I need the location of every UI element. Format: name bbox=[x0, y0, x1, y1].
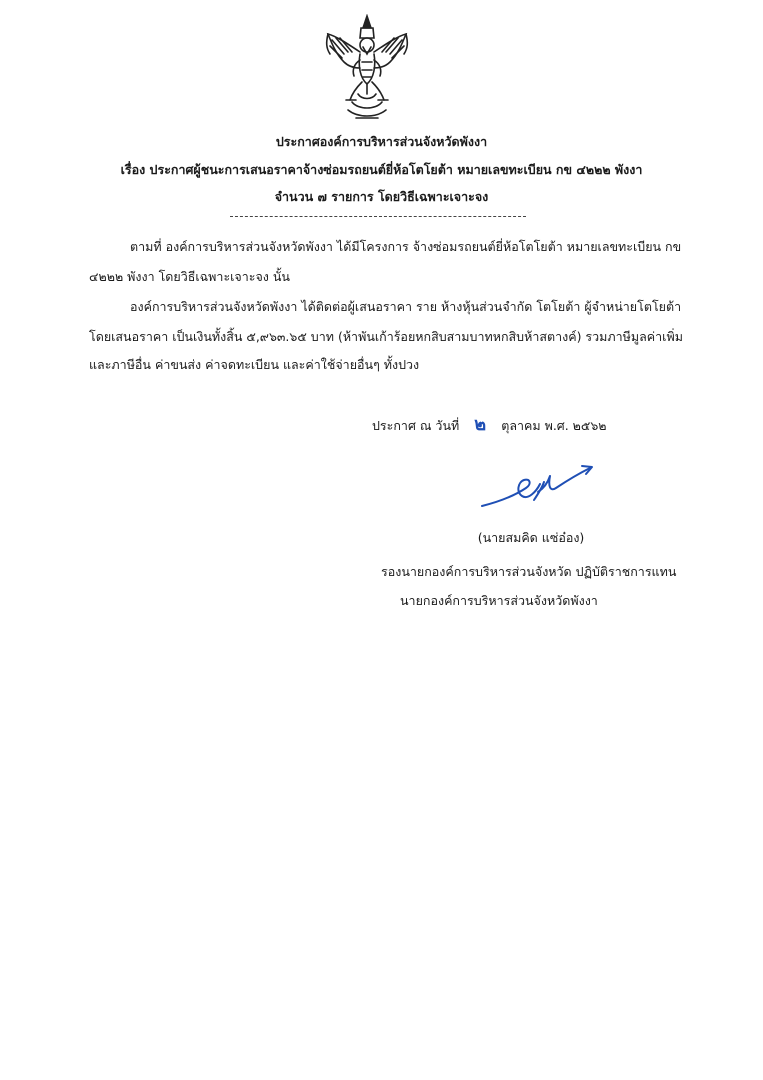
date-day-handwritten: ๒ bbox=[474, 414, 487, 435]
signer-position-line-1: รองนายกองค์การบริหารส่วนจังหวัด ปฏิบัติราชการแทน bbox=[381, 564, 677, 579]
signer-name: (นายสมคิด แซ่อ๋อง) bbox=[477, 530, 585, 545]
garuda-emblem-icon bbox=[322, 14, 412, 122]
document-title: ประกาศองค์การบริหารส่วนจังหวัดพังงา bbox=[275, 134, 488, 149]
paragraph-1-line-2: ๔๒๒๒ พังงา โดยวิธีเฉพาะเจาะจง นั้น bbox=[89, 269, 290, 284]
dashed-divider bbox=[230, 216, 526, 217]
handwritten-signature bbox=[478, 462, 598, 514]
paragraph-3-line-1: และภาษีอื่น ค่าขนส่ง ค่าจดทะเบียน และค่าใช้จ่ายอื่นๆ ทั้งปวง bbox=[89, 357, 420, 372]
announcement-date bbox=[372, 409, 607, 438]
signer-position-line-2: นายกองค์การบริหารส่วนจังหวัดพังงา bbox=[400, 593, 598, 608]
paragraph-2-line-1: องค์การบริหารส่วนจังหวัดพังงา ได้ติดต่อผู้เสนอราคา ราย ห้างหุ้นส่วนจำกัด โตโยต้า ผู้จำหน่ายโตโยต้า bbox=[130, 299, 682, 314]
date-prefix: ประกาศ ณ วันที่ bbox=[372, 418, 460, 433]
paragraph-1-line-1: ตามที่ องค์การบริหารส่วนจังหวัดพังงา ได้มีโครงการ จ้างซ่อมรถยนต์ยี่ห้อโตโยต้า หมายเลขทะเบียน กข bbox=[130, 239, 682, 254]
date-suffix: ตุลาคม พ.ศ. ๒๕๖๒ bbox=[501, 418, 607, 433]
document-subject: เรื่อง ประกาศผู้ชนะการเสนอราคาจ้างซ่อมรถยนต์ยี่ห้อโตโยต้า หมายเลขทะเบียน กข ๔๒๒๒ พังงา bbox=[120, 162, 643, 177]
paragraph-2-line-2: โดยเสนอราคา เป็นเงินทั้งสิ้น ๕,๙๖๓.๖๕ บาท (ห้าพันเก้าร้อยหกสิบสามบาทหกสิบห้าสตางค์) รวมภาษีมูลค่าเพิ่ม bbox=[89, 329, 683, 344]
document-item-count: จำนวน ๗ รายการ โดยวิธีเฉพาะเจาะจง bbox=[274, 189, 489, 204]
